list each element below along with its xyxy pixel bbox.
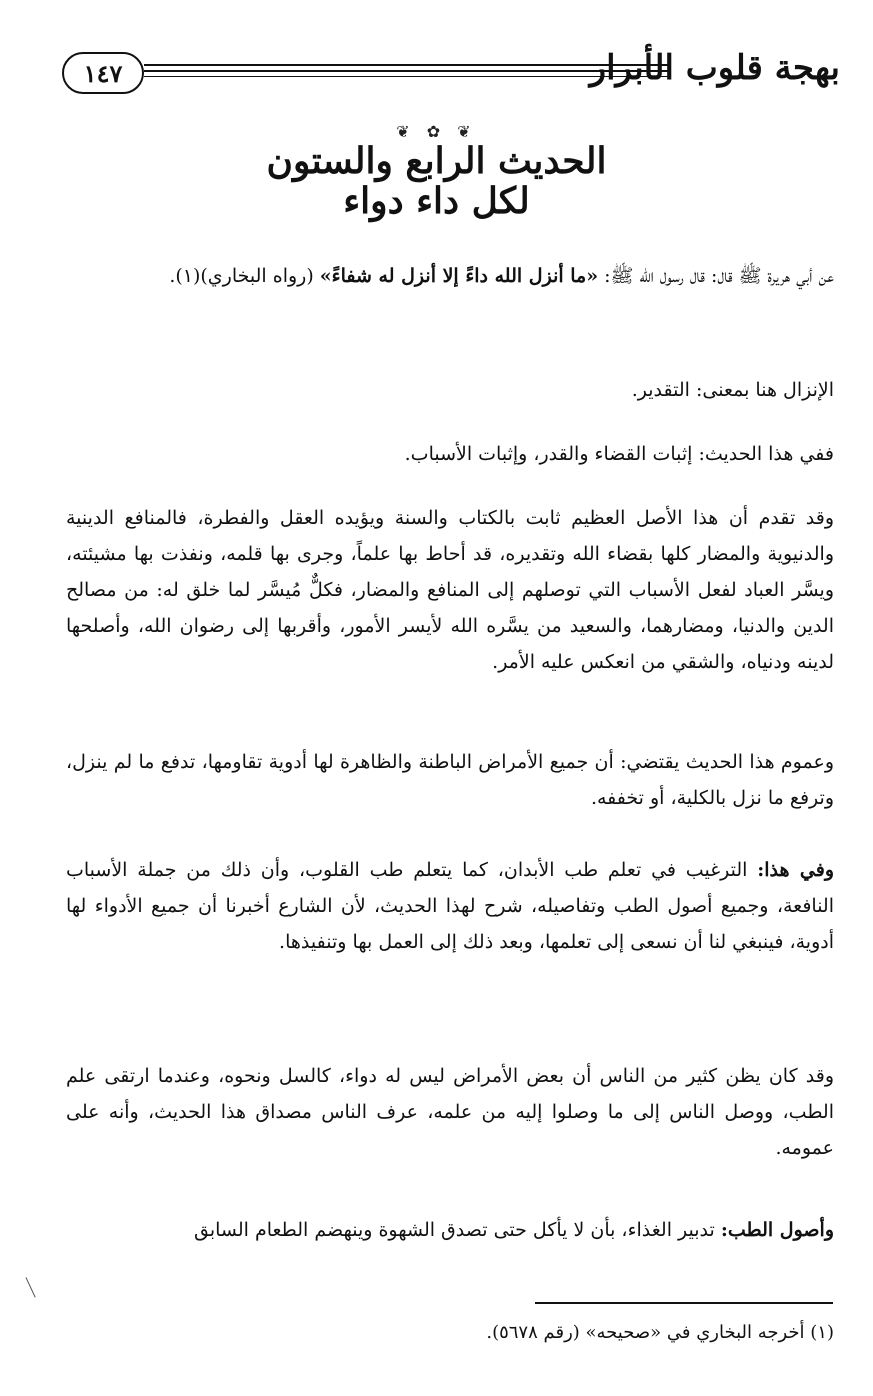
paragraph-benefit: ففي هذا الحديث: إثبات القضاء والقدر، وإثبات الأسباب. [404, 443, 834, 465]
chapter-title: الحديث الرابع والستون [266, 140, 607, 182]
paragraph-body: تدبير الغذاء، بأن لا يأكل حتى تصدق الشهوة وينهضم الطعام السابق [193, 1219, 721, 1241]
paragraph-meaning: الإنزال هنا بمعنى: التقدير. [631, 379, 834, 401]
hadith-quote: «ما أنزل الله داءً إلا أنزل له شفاءً» [319, 265, 599, 287]
paragraph-body: الترغيب في تعلم طب الأبدان، كما يتعلم طب القلوب، وأن ذلك من جملة الأسباب النافعة، وجميع أصول الطب وتفاصيله، شرح لهذا الحديث، لأن الشارع أخبرنا أن جميع الأدواء لها أدوية، فينبغي لنا أن نسعى إلى تعلمها، وبعد ذلك إلى العمل بها وتنفيذها. [66, 859, 834, 953]
page-header [62, 48, 840, 104]
book-title: بهجة قلوب الأبرار [589, 48, 840, 88]
margin-mark [25, 1276, 37, 1297]
paragraph-encouragement [66, 852, 834, 960]
paragraph-lead: وفي هذا: [757, 859, 834, 881]
paragraph-hadith [66, 258, 834, 294]
hadith-intro: عن أبي هريرة ﷺ قال: قال رسول الله ﷺ: [598, 265, 834, 287]
chapter-heading [0, 122, 873, 221]
paragraph-explanation: وقد تقدم أن هذا الأصل العظيم ثابت بالكتاب والسنة ويؤيده العقل والفطرة، فالمنافع الدينية والدنيوية والمضار كلها بقضاء الله وتقديره، قد أحاط بها علماً، وجرى بها قلمه، ونفذت بها مشيئته، ويسَّر العباد لفعل الأسباب التي توصلهم إلى المنافع والمضار، فكلٌّ مُيسَّر لما خلق له: من مصالح الدين والدنيا، ومضارهما، والسعيد من يسَّره الله لأيسر الأمور، وأقربها إلى رضوان الله، وأصلحها لدينه ودنياه، والشقي من انعكس عليه الأمر. [66, 507, 834, 673]
footnote: (١) أخرجه البخاري في «صحيحه» (رقم ٥٦٧٨). [486, 1322, 834, 1343]
paragraph-history: وقد كان يظن كثير من الناس أن بعض الأمراض ليس له دواء، كالسل ونحوه، وعندما ارتقى علم الطب، ووصل الناس إلى ما وصلوا إليه من علمه، عرف الناس مصداق هذا الحديث، وأنه على عمومه. [66, 1065, 834, 1159]
paragraph-lead: وأصول الطب: [720, 1219, 834, 1241]
chapter-subtitle: لكل داء دواء [343, 180, 530, 222]
hadith-source: (رواه البخاري)(١). [169, 265, 320, 287]
ornament-icon: ❦ ✿ ❦ [396, 122, 477, 141]
footnote-divider [535, 1302, 833, 1304]
paragraph-generality: وعموم هذا الحديث يقتضي: أن جميع الأمراض الباطنة والظاهرة لها أدوية تقاومها، تدفع ما لم ينزل، وترفع ما نزل بالكلية، أو تخففه. [66, 751, 834, 809]
page-number: ١٤٧ [62, 52, 144, 94]
paragraph-principles [66, 1212, 834, 1248]
